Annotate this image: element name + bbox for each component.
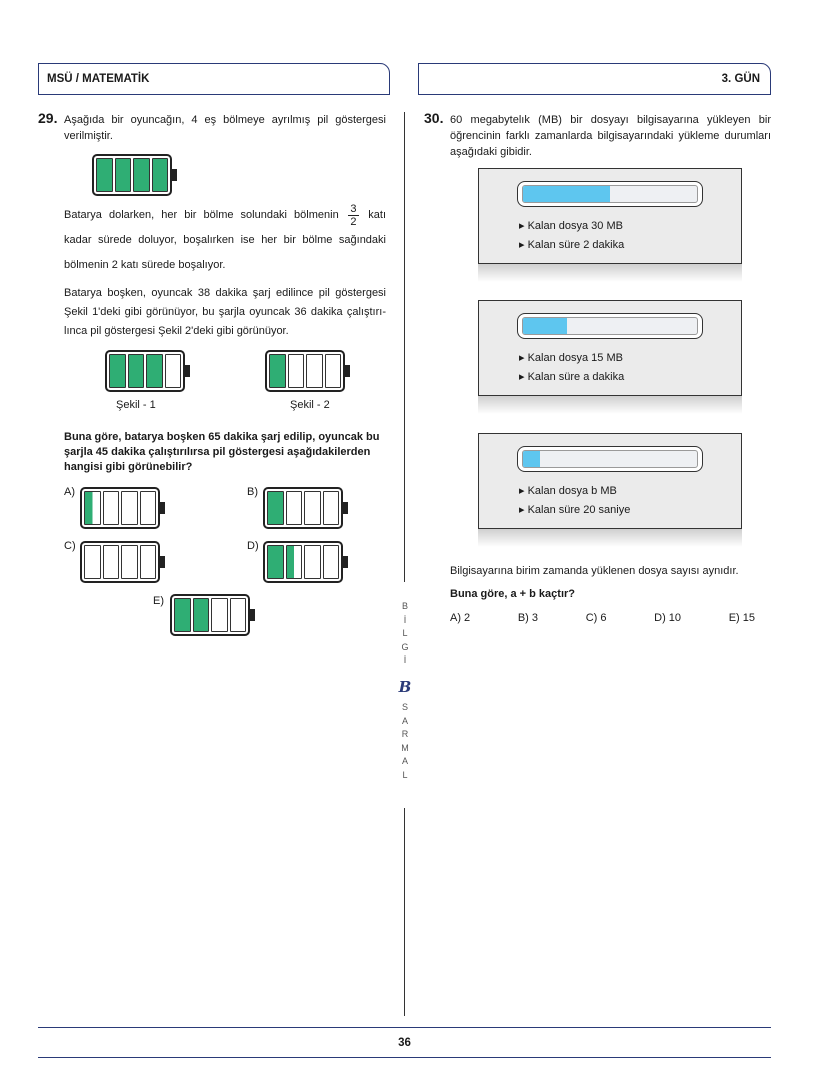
q29-intro: Aşağıda bir oyuncağın, 4 eş bölmeye ayrılmış pil göstergesi verilmiştir. [64,114,386,142]
battery-cell [121,491,138,525]
q29-question [64,430,386,475]
battery-terminal [172,169,177,180]
battery-cell [84,545,101,579]
battery-cell [174,598,191,632]
brand-letter: S [401,702,408,712]
battery-cell [121,545,138,579]
q29-para2-line-3: lınca pil göstergesi Şekil 2'deki gibi görünüyor. [64,325,289,337]
brand-letter: M [401,742,409,753]
figure-1-battery [105,350,185,392]
option-a-label[interactable]: A) [64,486,75,498]
figure-2-battery [265,350,345,392]
brand-letter: İ [403,614,407,625]
battery-terminal [160,556,165,567]
battery-cell [146,354,163,388]
q29-para1-part-d: bölmenin 2 katı sürede boşalıyor. [64,259,226,271]
battery-cell [267,491,284,525]
remaining-time-text: Kalan süre 2 dakika [527,239,625,251]
battery-cell [140,491,157,525]
battery-cell [109,354,126,388]
remaining-file-text: Kalan dosya 15 MB [527,352,623,364]
upload-panel [478,300,742,396]
battery-terminal [345,365,350,376]
battery-cell [286,491,303,525]
battery-terminal [185,365,190,376]
remaining-file-line: ▸ Kalan dosya b MB [519,485,617,497]
answer-c[interactable]: C) 6 [585,612,607,624]
battery-cell [115,158,132,192]
q29-question-line-3: hangisi gibi görünebilir? [64,461,193,473]
brand-letter: A [401,715,408,726]
battery-terminal [343,556,348,567]
brand-letter: A [401,756,408,766]
column-divider-bottom [404,808,405,1016]
header-left-box [38,63,390,95]
progress-fill [523,186,610,202]
battery-cell [96,158,113,192]
q30-intro-line-1: 60 megabytelık (MB) bir dosyayı bilgisayarına yükleyen bir [450,114,771,126]
battery-cell [165,354,182,388]
option-d-label[interactable]: D) [247,540,259,552]
header-day-title: 3. GÜN [721,73,760,85]
answer-e[interactable]: E) 15 [728,612,755,624]
battery-cell [325,354,342,388]
q29-para1-part-a: Batarya dolarken, her bir bölme solundaki bölmenin [64,209,339,221]
battery-cell [269,354,286,388]
battery-cell [103,545,120,579]
q29-paragraph-1 [64,203,386,278]
answer-a[interactable]: A) 2 [450,612,471,624]
progress-bar [517,313,703,339]
battery-cell [286,545,303,579]
brand-letters-top [400,600,410,668]
q29-paragraph-2 [64,284,386,341]
brand-letter: G [401,641,409,652]
q29-para1-part-c: kadar sürede doluyor, boşalırken ise her bir bölme sağındaki [64,234,386,246]
battery-cell [304,491,321,525]
panel-shadow [478,396,742,414]
q30-intro-line-3: aşağıdaki gibidir. [450,146,532,158]
battery-cell [84,491,101,525]
battery-cell [103,491,120,525]
q29-para2-line-2: Şekil 1'deki gibi görünüyor, bu şarjla oyuncak 36 dakika çalıştırı- [64,306,386,318]
panel-shadow [478,264,742,282]
page-number: 36 [398,1037,411,1049]
battery-cell [323,491,340,525]
header-subject-title: MSÜ / MATEMATİK [47,73,150,85]
column-divider-top [404,112,405,582]
footer-line-top [38,1027,771,1028]
q29-para1-part-b: katı [368,209,386,221]
option-a-battery[interactable] [80,487,160,529]
battery-terminal [160,502,165,513]
remaining-file-text: Kalan dosya 30 MB [527,220,623,232]
battery-cell [230,598,247,632]
remaining-time-line: ▸ Kalan süre 2 dakika [519,239,625,251]
fraction-three-halves [348,203,358,228]
battery-terminal [250,609,255,620]
panel-shadow [478,529,742,547]
q29-number: 29. [38,110,58,126]
footer-line-bottom [38,1057,771,1058]
progress-bar [517,181,703,207]
progress-track [522,317,698,335]
q30-intro-line-2: öğrencinin farklı zamanlarda bilgisayarındaki yükleme durumları [450,130,771,142]
option-c-battery[interactable] [80,541,160,583]
main-battery [92,154,172,196]
battery-cell [140,545,157,579]
battery-cell [128,354,145,388]
upload-panel [478,433,742,529]
brand-logo [397,678,413,696]
option-b-battery[interactable] [263,487,343,529]
brand-logo-letter: B [398,678,412,696]
remaining-file-line: ▸ Kalan dosya 30 MB [519,220,623,232]
brand-letters-bottom [400,701,410,782]
battery-cell [133,158,150,192]
battery-cell [306,354,323,388]
remaining-time-line: ▸ Kalan süre 20 saniye [519,504,631,516]
brand-letter: İ [403,655,407,665]
upload-panel [478,168,742,264]
answer-b[interactable]: B) 3 [517,612,539,624]
q30-number: 30. [424,110,444,126]
figure-1-caption: Şekil - 1 [116,399,156,411]
option-d-battery[interactable] [263,541,343,583]
brand-letter: R [401,729,409,739]
figure-2-caption: Şekil - 2 [290,399,330,411]
battery-terminal [343,502,348,513]
option-e-battery[interactable] [170,594,250,636]
fraction-numerator: 3 [350,203,357,215]
battery-cell [193,598,210,632]
brand-letter: B [401,601,408,611]
option-e-label[interactable]: E) [153,595,164,607]
answer-d[interactable]: D) 10 [654,612,682,624]
battery-cell [152,158,169,192]
q29-question-line-2: şarjla 45 dakika çalıştırılırsa pil göstergesi aşağıdakilerden [64,446,371,458]
progress-fill [523,318,567,334]
q29-para2-line-1: Batarya boşken, oyuncak 38 dakika şarj edilince pil göstergesi [64,287,386,299]
progress-track [522,185,698,203]
fraction-denominator: 2 [350,216,357,228]
option-b-label[interactable]: B) [247,486,258,498]
progress-fill [523,451,540,467]
q29-question-line-1: Buna göre, batarya boşken 65 dakika şarj edilip, oyuncak bu [64,431,380,443]
battery-cell [267,545,284,579]
q30-intro [450,112,771,160]
remaining-time-text: Kalan süre a dakika [527,371,625,383]
progress-track [522,450,698,468]
battery-cell [323,545,340,579]
remaining-time-line: ▸ Kalan süre a dakika [519,371,625,383]
remaining-file-line: ▸ Kalan dosya 15 MB [519,352,623,364]
battery-cell [288,354,305,388]
battery-cell [211,598,228,632]
q30-note: Bilgisayarına birim zamanda yüklenen dosya sayısı aynıdır. [450,565,739,577]
q30-question: Buna göre, a + b kaçtır? [450,588,576,600]
progress-bar [517,446,703,472]
option-c-label[interactable]: C) [64,540,76,552]
brand-letter: L [402,769,408,780]
battery-cell [304,545,321,579]
remaining-time-text: Kalan süre 20 saniye [527,504,631,516]
brand-letter: L [402,628,408,638]
q30-answers [450,610,755,626]
remaining-file-text: Kalan dosya b MB [527,485,617,497]
header-right-box [418,63,771,95]
